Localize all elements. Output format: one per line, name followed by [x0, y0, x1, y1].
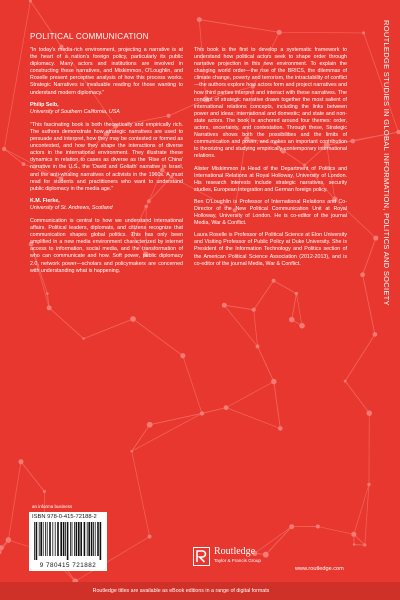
network-link: [4, 149, 23, 164]
author-bio-oloughlin: Ben O'Loughlin is Professor of International Relations and Co-Director of the New Political Communication Unit at Royal Holloway, University of London. He is co-editor of the journal Media, War & Conflict.: [194, 198, 347, 227]
barcode-bar: [45, 522, 46, 556]
network-link: [49, 308, 83, 339]
barcode-bar: [97, 522, 99, 556]
barcode-bar: [72, 522, 73, 556]
network-node: [2, 147, 6, 151]
network-node: [130, 316, 136, 322]
network-link: [318, 527, 354, 535]
footer-text: Routledge titles are available as eBook editions in a range of digital formats: [92, 588, 270, 594]
network-node: [289, 524, 294, 529]
network-link: [279, 32, 363, 33]
network-link: [132, 451, 150, 536]
barcode: [29, 512, 107, 571]
barcode-bar: [39, 522, 40, 556]
network-link: [133, 319, 183, 356]
network-link: [254, 281, 274, 310]
network-node: [222, 303, 227, 308]
footer-bar: [0, 582, 400, 600]
endorsement-quote-1: "In today's media-rich environment, projecting a narrative is at the heart of a nation's foreign policy, particularly its public diplomacy. Many actors and institutions are involved in constructing these narratives, and Miskimmon, O'Loughlin, and Roselle present perceptive analysis of how this process works. Strategic Narratives is invaluable reading for those wanting to understand modern diplomacy.": [30, 47, 183, 96]
barcode-bar: [67, 522, 69, 560]
network-node: [353, 543, 355, 545]
barcode-bar: [47, 522, 48, 556]
network-node: [197, 17, 202, 22]
network-link: [132, 425, 150, 451]
barcode-bar: [57, 522, 59, 556]
endorser-name-2: K.M. Fierke,: [30, 197, 60, 204]
network-link: [274, 281, 297, 294]
network-node: [295, 292, 298, 295]
network-link: [132, 413, 202, 451]
barcode-bars: [32, 522, 104, 560]
network-node: [271, 379, 277, 385]
network-node: [82, 337, 84, 339]
endorsement-quote-2: "This fascinating book is both theoretically and empirically rich. The authors demonstrate how strategic narratives are used to persuade and interpret, how they may be contested or formed as uncontested, and how they shape the interactions of diverse actors in the international environment. They illustrate these dynamics in relation to cases as diverse as the 'Rise of China' narrative in the U.S., the 'David and Goliath' narrative in Israel, and the anti-whaling narratives of activists in the 1960s. A must read for students and practitioners who want to understand public diplomacy in the media age.": [30, 121, 183, 192]
barcode-bar: [74, 522, 75, 556]
series-label: POLITICAL COMMUNICATION: [30, 32, 149, 41]
endorser-affiliation-2: University of St. Andrews, Scotland: [30, 204, 113, 211]
endorser-affiliation-1: University of Southern California, USA: [30, 108, 120, 115]
network-link: [202, 408, 226, 414]
network-link: [84, 319, 133, 339]
network-link: [254, 310, 258, 347]
barcode-bar: [55, 522, 56, 556]
network-node: [147, 422, 153, 428]
barcode-bar: [70, 522, 71, 556]
publisher-name: Routledge: [214, 546, 256, 557]
endorser-name-1: Philip Seib,: [30, 101, 59, 108]
barcode-bar: [43, 522, 44, 556]
informa-label: an informa business: [32, 504, 73, 509]
network-node: [278, 426, 283, 431]
network-link: [226, 382, 274, 408]
network-node: [350, 139, 355, 144]
network-node: [47, 305, 52, 310]
barcode-bar: [91, 522, 93, 556]
barcode-bar: [100, 522, 102, 560]
barcode-bar: [63, 522, 65, 556]
barcode-bar: [78, 522, 80, 556]
endorsement-attribution-1: [30, 102, 183, 116]
network-node: [200, 411, 204, 415]
barcode-bar: [95, 522, 96, 556]
network-node: [22, 162, 26, 166]
barcode-bar: [60, 522, 62, 556]
network-node: [272, 279, 276, 283]
network-node: [148, 535, 152, 539]
barcode-bar: [40, 522, 42, 556]
network-node: [130, 450, 133, 453]
network-link: [224, 305, 253, 309]
network-node: [396, 130, 400, 134]
network-node: [344, 380, 347, 383]
network-node: [18, 459, 23, 464]
barcode-bar: [76, 522, 78, 556]
network-node: [252, 308, 256, 312]
network-node: [0, 551, 1, 554]
barcode-bar: [84, 522, 86, 556]
left-column: [30, 47, 183, 280]
barcode-bar: [87, 522, 88, 556]
network-node: [256, 345, 260, 349]
network-node: [316, 525, 320, 529]
network-link: [21, 462, 44, 492]
network-node: [180, 353, 185, 358]
network-node: [6, 537, 12, 543]
network-link: [226, 408, 280, 429]
network-node: [299, 323, 305, 329]
author-bio-roselle: Laura Roselle is Professor of Political Science at Elon University and Visiting Professor of Public Policy at Duke University. She is President of the Information Technology and Politics section of the American Political Science Association (2012-2013), and is co-editor of the journal Media, War & Conflict.: [194, 232, 347, 267]
network-link: [224, 305, 257, 346]
barcode-bar: [80, 522, 82, 556]
barcode-number: 9 780415 721882: [39, 562, 97, 569]
network-link: [183, 356, 202, 414]
network-link: [4, 1, 30, 149]
network-node: [277, 30, 282, 35]
barcode-bar: [88, 522, 90, 556]
network-node: [43, 490, 46, 493]
publisher-website: www.routledge.com: [295, 566, 344, 572]
right-column: [194, 47, 347, 273]
barcode-bar: [49, 522, 51, 556]
spine-series-title: ROUTLEDGE STUDIES IN GLOBAL INFORMATION, POLITICS AND SOCIETY: [382, 20, 391, 306]
publisher-logo: [193, 545, 283, 577]
barcode-bar: [52, 522, 53, 556]
network-link: [8, 462, 21, 540]
isbn: ISBN 978-0-415-72188-2: [32, 514, 97, 520]
endorsement-attribution-2: [30, 198, 183, 212]
network-node: [289, 317, 295, 323]
network-link: [199, 20, 279, 33]
network-link: [150, 413, 202, 424]
routledge-r-icon: [193, 547, 210, 566]
network-node: [351, 532, 356, 537]
book-description: This book is the first to develop a systematic framework to understand how political actors seek to shape order through narrative projection in this new environment. To explain the changing world order—the rise of the BRICS, the dilemmas of climate change, poverty and terrorism, the intractability of conflict—the authors explore how actors form and project narratives and how third parties interpret and interact with these narratives. The concept of strategic narrative draws together the most salient of international relations concepts, including the links between power and ideas; international and domestic; and state and non-state actors. The book is anchored around four themes: order, actors, uncertainty, and contestation. Through these, Strategic Narratives shows both the possibilities and the limits of communication and power, and makes an important contribution to theorizing and studying empirically contemporary international relations.: [194, 47, 347, 160]
network-link: [296, 294, 302, 326]
barcode-bar: [65, 522, 66, 556]
network-node: [224, 405, 229, 410]
barcode-bar: [93, 522, 94, 556]
barcode-bar: [34, 522, 35, 560]
author-bio-miskimmon: Alister Miskimmon is Head of the Department of Politics and International Relations at Royal Holloway, University of London. His research interests include strategic narratives, security studies, European integration and German foreign policy.: [194, 165, 347, 193]
network-node: [46, 292, 49, 295]
book-description-intro: Communication is central to how we understand international affairs. Political leaders, diplomats, and citizens recognize that communication shapes global politics. This has only been amplified in a new media environment characterized by internet access to information, social media, and the transformation of who can communicate and how. Soft power, public diplomacy 2.0, network power—scholars and policymakers are concerned with understanding what is happening.: [30, 217, 183, 274]
barcode-bar: [36, 522, 38, 560]
network-link: [258, 346, 274, 381]
network-link: [292, 294, 297, 320]
network-link: [274, 382, 280, 429]
publisher-tagline: Taylor & Francis Group: [214, 558, 261, 563]
